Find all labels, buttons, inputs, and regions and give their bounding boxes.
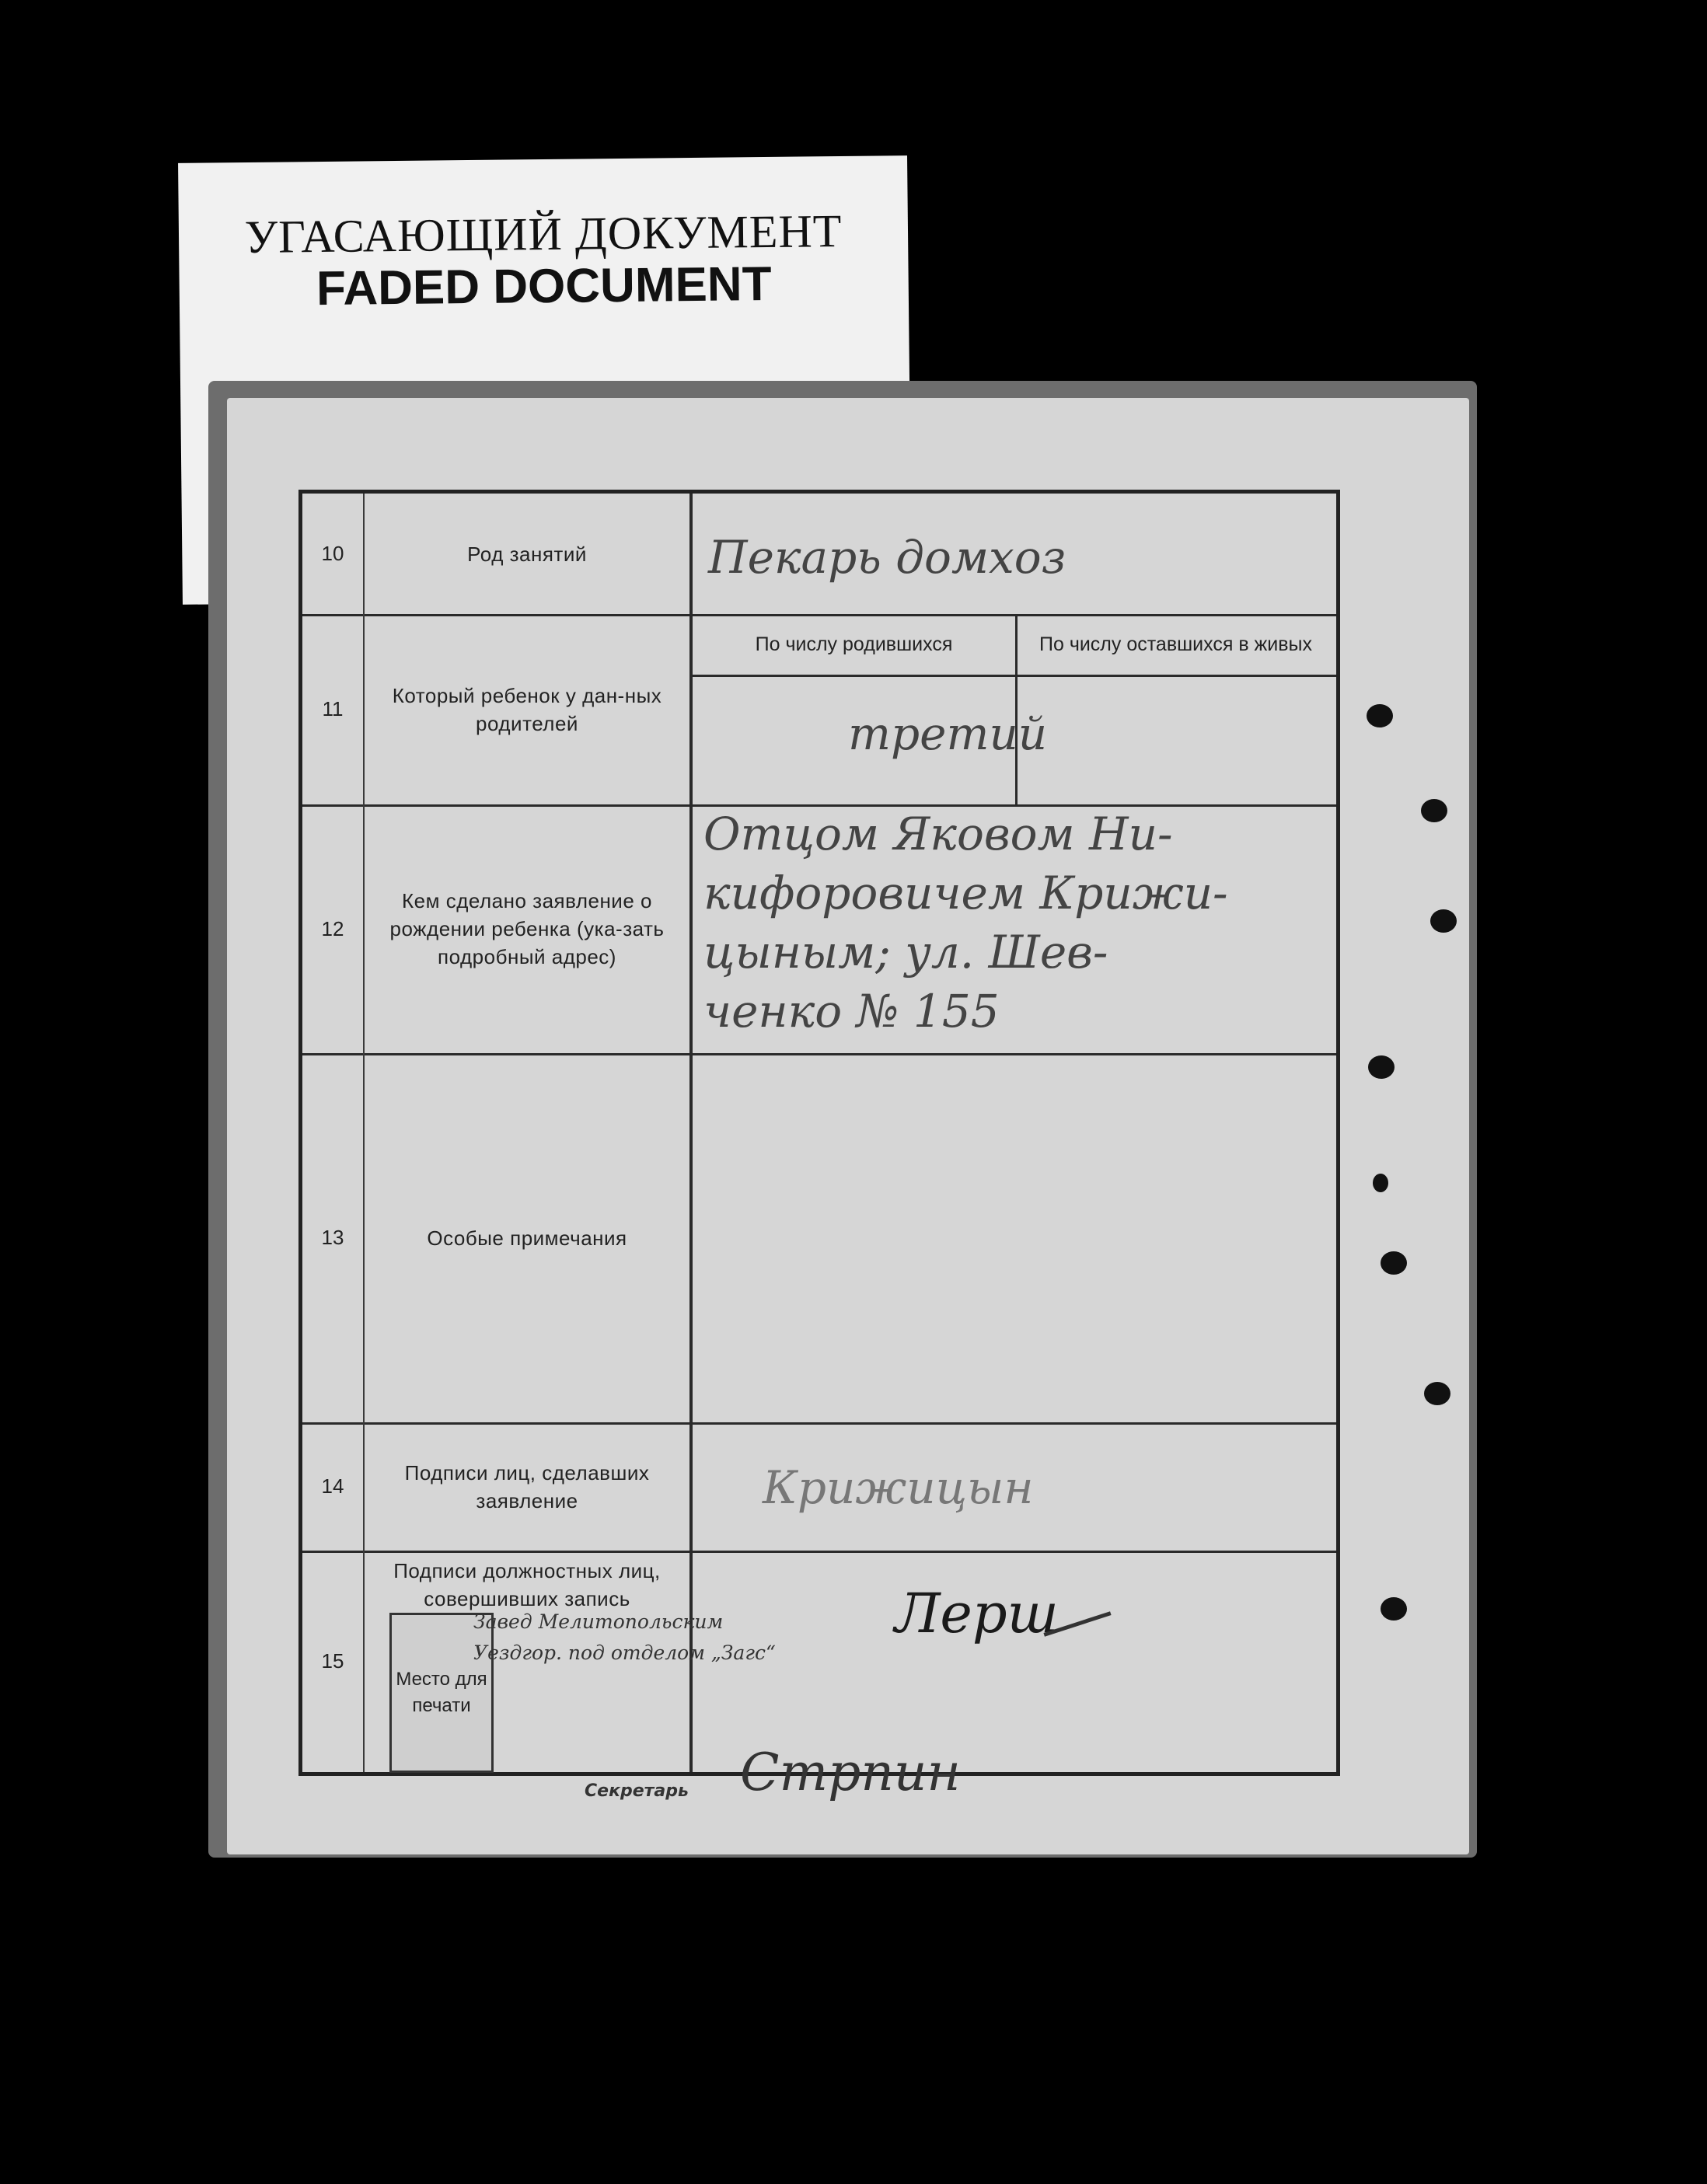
handwritten-declarant-signature: Крижицын (763, 1461, 1034, 1514)
table-row-11 (302, 614, 1336, 807)
stamp-place-box: Место для печати (389, 1613, 494, 1773)
handwritten-declarant-line: кифоровичем Крижи- (703, 867, 1228, 919)
row-number: 15 (302, 1551, 365, 1772)
punch-hole (1381, 1597, 1407, 1621)
row-value (693, 614, 1336, 804)
secretary-label: Секретарь (585, 1781, 689, 1801)
table-row-13 (302, 1053, 1336, 1425)
birth-record-table (298, 490, 1340, 1776)
punch-hole (1373, 1174, 1388, 1192)
secretary-signature: Стрпин (740, 1743, 961, 1802)
punch-hole (1421, 799, 1447, 822)
office-stamp-line: Завед Мелитопольским (473, 1610, 724, 1633)
handwritten-child-order: третий (848, 707, 1048, 760)
row-number: 13 (302, 1053, 365, 1422)
row-label: Который ребенок у дан-ных родителей (365, 614, 693, 804)
table-row-10 (302, 494, 1336, 616)
official-signature: Лерш (895, 1582, 1059, 1645)
row-label: Подписи лиц, сделавших заявление (365, 1422, 693, 1551)
handwritten-occupation: Пекарь домхоз (708, 531, 1066, 584)
handwritten-declarant-line: Отцом Яковом Ни- (703, 808, 1173, 860)
row-number: 14 (302, 1422, 365, 1551)
row-value (693, 1422, 1336, 1551)
row-label: Особые примечания (365, 1053, 693, 1422)
row-label: Подписи должностных лиц, совершивших запись (365, 1551, 693, 1772)
row-number: 10 (302, 494, 365, 614)
row-number: 12 (302, 804, 365, 1053)
table-row-14 (302, 1422, 1336, 1553)
banner-title-ru: УГАСАЮЩИЙ ДОКУМЕНТ (244, 204, 843, 263)
row-value (693, 1053, 1336, 1422)
row-value (693, 804, 1336, 1053)
row-value (693, 1551, 1336, 1772)
banner-title-en: FADED DOCUMENT (316, 256, 772, 316)
punch-hole (1368, 1055, 1395, 1079)
punch-hole (1424, 1382, 1450, 1405)
handwritten-declarant-line: цыным; ул. Шев- (703, 926, 1108, 979)
table-row-12 (302, 804, 1336, 1055)
document-page (227, 398, 1469, 1854)
office-stamp-line: Уездгор. под отделом „Загс“ (473, 1641, 776, 1664)
punch-hole (1430, 909, 1457, 933)
row-label: Род занятий (365, 494, 693, 614)
punch-hole (1367, 704, 1393, 727)
column-header-born: По числу родившихся (693, 614, 1018, 677)
row-number: 11 (302, 614, 365, 804)
column-header-living: По числу оставшихся в живых (1015, 614, 1336, 677)
row-value (693, 494, 1336, 614)
handwritten-declarant-line: ченко № 155 (703, 985, 1000, 1038)
punch-hole (1381, 1251, 1407, 1275)
table-row-15 (302, 1551, 1336, 1772)
row-label: Кем сделано заявление о рождении ребенка (ука-зать подробный адрес) (365, 804, 693, 1053)
